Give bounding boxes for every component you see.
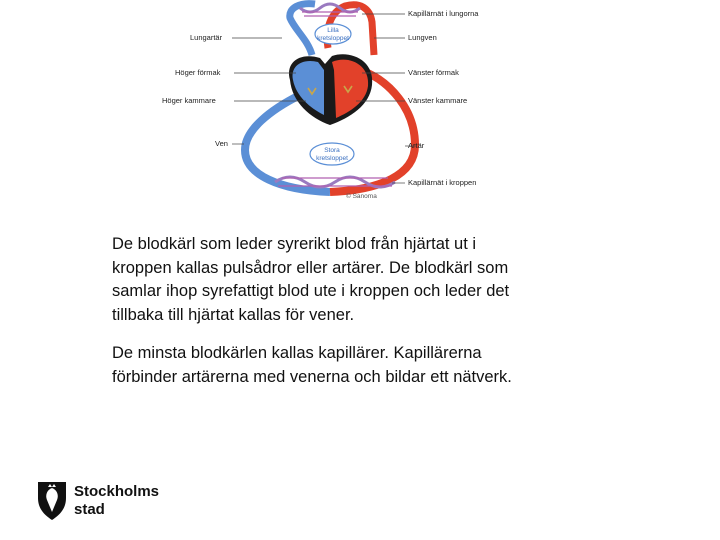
paragraph-capillaries [112,342,552,389]
logo-line1: Stockholms [74,483,160,500]
label-ven: Ven [215,139,228,148]
pulmonary-circulation-line2: kretsloppet [317,35,349,42]
paragraph1-line1: De blodkärl som leder syrerikt blod från hjärtat ut i [112,235,477,253]
paragraph1-line4: tillbaka till hjärtat kallas för vener. [112,305,355,324]
label-hoger-formak: Höger förmak [175,68,221,77]
paragraph2-line1: De minsta blodkärlen kallas kapillärer. Kapillärerna [112,344,482,362]
label-hoger-kammare: Höger kammare [162,96,216,105]
diagram-credit: © Sanoma [346,193,377,200]
label-vanster-formak: Vänster förmak [408,68,459,77]
label-artar: Artär [408,141,425,150]
label-lungartar: Lungartär [190,33,223,42]
systemic-circulation-line2: kretsloppet [316,155,348,162]
paragraph-arteries-veins [112,233,552,327]
label-vanster-kammare: Vänster kammare [408,96,468,105]
label-kapillarnat-lungorna: Kapillärnät i lungorna [408,9,479,18]
label-kapillarnat-kroppen: Kapillärnät i kroppen [408,178,477,187]
label-lungven: Lungven [408,33,437,42]
stockholms-stad-logo [36,478,196,522]
pulmonary-circulation-line1: Lilla [327,27,339,34]
paragraph1-line2: kroppen kallas pulsådror eller artärer. De blodkärl som [112,258,509,277]
systemic-circulation-line1: Stora [324,147,340,154]
circulation-diagram [150,0,510,200]
paragraph1-line3: samlar ihop syrefattigt blod ute i kroppen och leder det [112,282,510,300]
paragraph2-line2: förbinder artärerna med venerna och bildar ett nätverk. [112,367,512,386]
logo-line2: stad [74,501,105,518]
